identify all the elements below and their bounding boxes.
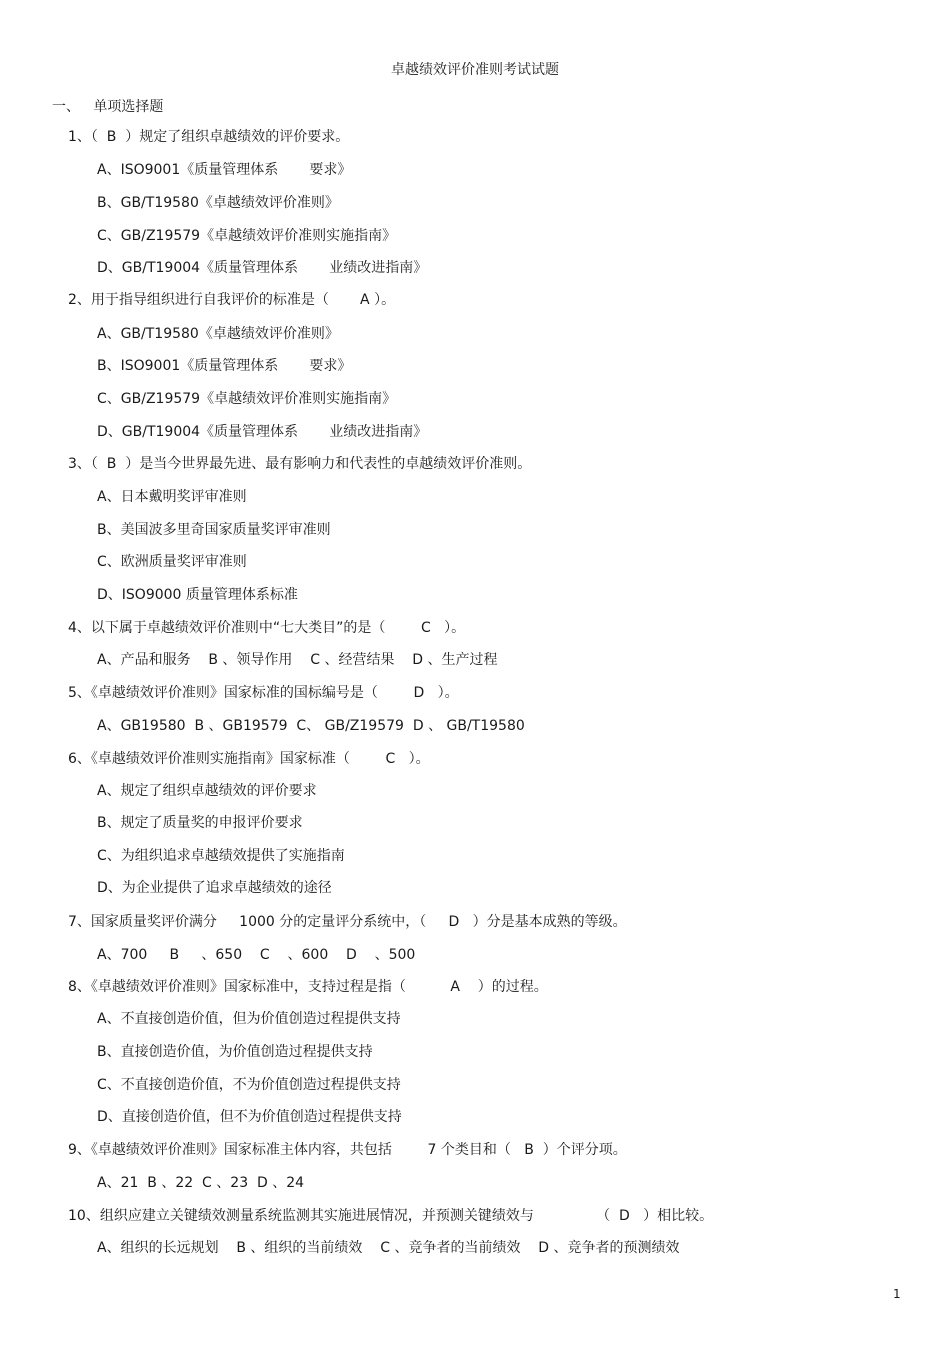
question-option: C、欧洲质量奖评审准则 bbox=[97, 554, 247, 570]
question-option: D、为企业提供了追求卓越绩效的途径 bbox=[97, 880, 332, 896]
question-option: D、ISO9000 质量管理体系标准 bbox=[97, 587, 298, 603]
question-option: A、组织的长远规划 B 、组织的当前绩效 C 、竞争者的当前绩效 D 、竞争者的预测绩效 bbox=[97, 1240, 680, 1256]
question-stem: 5、《卓越绩效评价准则》国家标准的国标编号是（ D ）。 bbox=[68, 685, 459, 701]
question-option: B、规定了质量奖的申报评价要求 bbox=[97, 815, 303, 831]
question-option: A、产品和服务 B 、领导作用 C 、经营结果 D 、生产过程 bbox=[97, 652, 498, 668]
question-option: A、21 B 、22 C 、23 D 、24 bbox=[97, 1175, 305, 1191]
question-option: B、直接创造价值，为价值创造过程提供支持 bbox=[97, 1044, 373, 1060]
question-stem: 9、《卓越绩效评价准则》国家标准主体内容，共包括 7 个类目和（ B ）个评分项。 bbox=[68, 1142, 627, 1158]
question-option: A、700 B 、650 C 、600 D 、500 bbox=[97, 947, 416, 963]
question-stem: 6、《卓越绩效评价准则实施指南》国家标准（ C ）。 bbox=[68, 751, 430, 767]
section-heading: 一、 单项选择题 bbox=[52, 99, 164, 115]
question-option: A、日本戴明奖评审准则 bbox=[97, 489, 247, 505]
question-stem: 7、国家质量奖评价满分 1000 分的定量评分系统中，（ D ）分是基本成熟的等级。 bbox=[68, 914, 627, 930]
question-option: C、GB/Z19579《卓越绩效评价准则实施指南》 bbox=[97, 228, 397, 244]
question-option: C、不直接创造价值，不为价值创造过程提供支持 bbox=[97, 1077, 401, 1093]
question-option: B、美国波多里奇国家质量奖评审准则 bbox=[97, 522, 331, 538]
page-title: 卓越绩效评价准则考试试题 bbox=[391, 62, 559, 78]
question-stem: 1、（ B ）规定了组织卓越绩效的评价要求。 bbox=[68, 129, 350, 145]
question-option: A、GB/T19580《卓越绩效评价准则》 bbox=[97, 326, 339, 342]
question-stem: 3、（ B ）是当今世界最先进、最有影响力和代表性的卓越绩效评价准则。 bbox=[68, 456, 532, 472]
question-stem: 4、以下属于卓越绩效评价准则中“七大类目”的是（ C ）。 bbox=[68, 620, 466, 636]
question-option: A、不直接创造价值，但为价值创造过程提供支持 bbox=[97, 1011, 401, 1027]
question-option: D、GB/T19004《质量管理体系 业绩改进指南》 bbox=[97, 260, 428, 276]
question-option: C、为组织追求卓越绩效提供了实施指南 bbox=[97, 848, 345, 864]
question-option: A、GB19580 B 、GB19579 C、 GB/Z19579 D 、 GB/T19580 bbox=[97, 718, 525, 734]
question-option: A、规定了组织卓越绩效的评价要求 bbox=[97, 783, 317, 799]
question-option: D、GB/T19004《质量管理体系 业绩改进指南》 bbox=[97, 424, 428, 440]
question-stem: 10、组织应建立关键绩效测量系统监测其实施进展情况，并预测关键绩效与 （ D ）相比较。 bbox=[68, 1208, 714, 1224]
question-option: A、ISO9001《质量管理体系 要求》 bbox=[97, 162, 352, 178]
question-option: D、直接创造价值，但不为价值创造过程提供支持 bbox=[97, 1109, 402, 1125]
question-stem: 2、用于指导组织进行自我评价的标准是（ A ）。 bbox=[68, 292, 396, 308]
question-option: B、GB/T19580《卓越绩效评价准则》 bbox=[97, 195, 339, 211]
question-stem: 8、《卓越绩效评价准则》国家标准中，支持过程是指（ A ）的过程。 bbox=[68, 979, 548, 995]
question-option: B、ISO9001《质量管理体系 要求》 bbox=[97, 358, 352, 374]
question-option: C、GB/Z19579《卓越绩效评价准则实施指南》 bbox=[97, 391, 397, 407]
page-number: 1 bbox=[893, 1287, 901, 1301]
